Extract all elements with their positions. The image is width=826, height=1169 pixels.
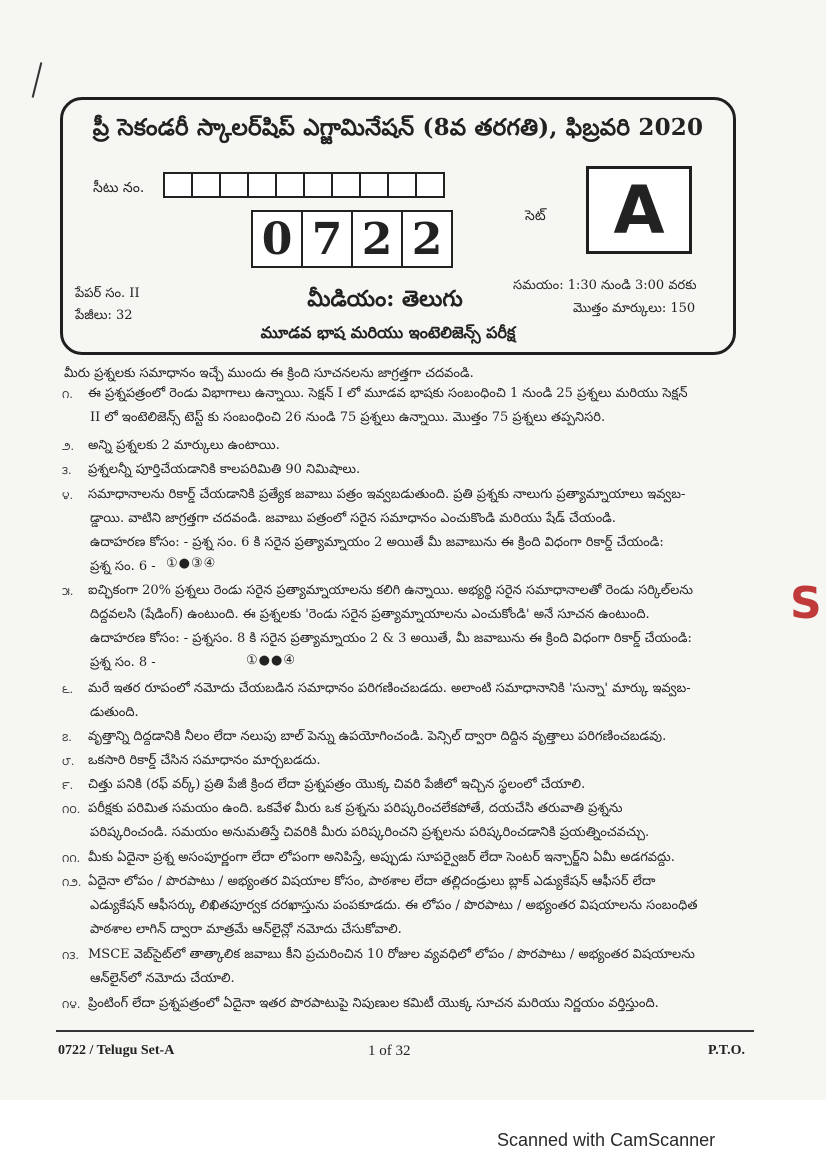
instruction-number: ౪. bbox=[62, 489, 74, 502]
instruction-number: ౧౩. bbox=[62, 949, 79, 962]
total-marks: మొత్తం మార్కులు: 150 bbox=[573, 301, 696, 316]
instruction-number: ౭. bbox=[62, 731, 72, 744]
footer-rule bbox=[56, 1030, 754, 1032]
instruction-line: పరిష్కరించండి. సమయం అనుమతిస్తే చివరికి మీరు పరిష్కరించని ప్రశ్నలను పరిష్కరించడానికి ప్రయత్నించవచ్చు. bbox=[90, 825, 650, 840]
instruction-line: డ్డాయి. వాటిని జాగ్రత్తగా చదవండి. జవాబు పత్రంలో సరైన సమాధానం ఎంచుకొండి మరియు షేడ్ చేయండి. bbox=[90, 511, 616, 526]
instruction-line: ప్రశ్న సం. 6 - bbox=[90, 559, 156, 574]
instruction-line: పాఠశాల లాగిన్ ద్వారా మాత్రమే ఆన్‌లైన్లో నమోదు చేసుకోవాలి. bbox=[90, 922, 402, 937]
header-box bbox=[60, 97, 736, 355]
instruction-line: మీకు ఏదైనా ప్రశ్న అసంపూర్ణంగా లేదా లోపంగా అనిపిస్తే, అప్పుడు సూపర్వైజర్ లేదా సెంటర్ ఇన్చార్జ్‌ని ఏమీ అడగవద్దు. bbox=[88, 850, 675, 865]
instruction-number: ౧౦. bbox=[62, 803, 81, 816]
footer-code: 0722 / Telugu Set-A bbox=[58, 1043, 175, 1058]
instruction-line: ఉదాహరణ కోసం: - ప్రశ్న సం. 6 కి సరైన ప్రత్యామ్నాయం 2 అయితే మీ జవాబును ఈ క్రింది విధంగా రికార్డ్ చేయండి: bbox=[90, 535, 664, 550]
medium-label: మీడియం: తెలుగు bbox=[307, 286, 463, 312]
seat-number-cell[interactable] bbox=[415, 172, 445, 198]
instruction-line: ఏదైనా లోపం / పొరపాటు / అభ్యంతర విషయాల కోసం, పాఠశాల లేదా తల్లిదండ్రులు బ్లాక్ ఎడ్యుకేషన్ ఆఫీసర్ లేదా bbox=[88, 874, 656, 889]
scanner-watermark: Scanned with CamScanner bbox=[497, 1130, 716, 1150]
seat-number-cell[interactable] bbox=[303, 172, 333, 198]
instruction-line: ఐచ్ఛికంగా 20% ప్రశ్నలు రెండు సరైన ప్రత్యామ్నాయాలను కలిగి ఉన్నాయి. అభ్యర్థి సరైన సమాధానాలతో రెండు సర్కిల్‌లను bbox=[88, 583, 693, 598]
paper-code-grid bbox=[251, 210, 451, 268]
seat-number-cell[interactable] bbox=[219, 172, 249, 198]
instruction-line: ఉదాహరణ కోసం: - ప్రశ్నసం. 8 కి సరైన ప్రత్యామ్నాయం 2 & 3 అయితే, మీ జవాబును ఈ క్రింది విధంగా రికార్డ్ చేయండి: bbox=[90, 631, 692, 646]
code-digit: 2 bbox=[401, 210, 453, 268]
page-count: పేజీలు: 32 bbox=[75, 308, 133, 323]
instruction-line: చిత్తు పనికి (రఫ్ వర్క్) ప్రతి పేజీ క్రింద లేదా ప్రశ్నపత్రం యొక్క చివరి పేజీలో ఇచ్చిన స్థలంలో చేయాలి. bbox=[88, 777, 586, 792]
instruction-line: ఈ ప్రశ్నపత్రంలో రెండు విభాగాలు ఉన్నాయి. సెక్షన్ I లో మూడవ భాషకు సంబంధించి 1 నుండి 25 ప్రశ్నలు మరియు సెక్షన్ bbox=[88, 386, 688, 401]
code-digit: 0 bbox=[251, 210, 303, 268]
pen-stroke bbox=[32, 62, 43, 97]
instruction-line: పరీక్షకు పరిమిత సమయం ఉంది. ఒకవేళ మీరు ఒక ప్రశ్నను పరిష్కరించలేకపోతే, దయచేసి తరువాతి ప్రశ్నను bbox=[88, 801, 623, 816]
instructions-intro: మీరు ప్రశ్నలకు సమాధానం ఇచ్చే ముందు ఈ క్రింది సూచనలను జాగ్రత్తగా చదవండి. bbox=[64, 366, 474, 381]
seat-number-cell[interactable] bbox=[331, 172, 361, 198]
instruction-line: మరే ఇతర రూపంలో నమోదు చేయబడిన సమాధానం పరిగణించబడదు. అలాంటి సమాధానానికి 'సున్నా' మార్కు ఇవ్వబ- bbox=[88, 681, 691, 696]
seat-number-cell[interactable] bbox=[359, 172, 389, 198]
exam-title: ప్రీ సెకండరీ స్కాలర్‌షిప్ ఎగ్జామినేషన్ (8వ తరగతి), ఫిబ్రవరి 2020 bbox=[92, 114, 704, 141]
page-indicator: 1 of 32 bbox=[368, 1043, 411, 1059]
instruction-line: వృత్తాన్ని దిద్దడానికి నీలం లేదా నలుపు బాల్ పెన్ను ఉపయోగించండి. పెన్సిల్ ద్వారా దిద్దిన వృత్తాలు పరిగణించబడవు. bbox=[88, 729, 667, 744]
seat-number-cell[interactable] bbox=[163, 172, 193, 198]
instruction-number: ౯. bbox=[62, 779, 74, 792]
seat-number-cell[interactable] bbox=[387, 172, 417, 198]
set-value-box: A bbox=[586, 166, 692, 254]
edge-letter: S bbox=[790, 578, 822, 629]
seat-number-grid bbox=[163, 172, 443, 198]
instruction-line: ప్రశ్నలన్నీ పూర్తిచేయడానికి కాలపరిమితి 90 నిమిషాలు. bbox=[88, 462, 361, 477]
instruction-number: ౮. bbox=[62, 755, 75, 768]
code-digit: 7 bbox=[301, 210, 353, 268]
pto-label: P.T.O. bbox=[708, 1043, 745, 1058]
instruction-line: సమాధానాలను రికార్డ్ చేయడానికి ప్రత్యేక జవాబు పత్రం ఇవ్వబడుతుంది. ప్రతి ప్రశ్నకు నాలుగు ప్రత్యామ్నాయాలు ఇవ్వబ- bbox=[88, 487, 686, 502]
instruction-line: ప్రింటింగ్ లేదా ప్రశ్నపత్రంలో ఏదైనా ఇతర పొరపాటుపై నిపుణుల కమిటీ యొక్క సూచన మరియు నిర్ణయం వర్తిస్తుంది. bbox=[88, 996, 659, 1011]
instruction-line: ఆన్‌లైన్‌లో నమోదు చేయాలి. bbox=[90, 971, 235, 986]
instruction-number: ౨. bbox=[62, 440, 74, 453]
seat-number-cell[interactable] bbox=[275, 172, 305, 198]
instruction-number: ౧౨. bbox=[62, 876, 82, 889]
instruction-line: ఎడ్యుకేషన్ ఆఫీసర్కు లిఖితపూర్వక దరఖాస్తును పంపకూడదు. ఈ లోపం / పొరపాటు / అభ్యంతర విషయాలను సంబంధిత bbox=[90, 898, 698, 913]
instruction-line: ఒకసారి రికార్డ్ చేసిన సమాధానం మార్చబడదు. bbox=[88, 753, 321, 768]
instruction-line: MSCE వెబ్‌సైట్‌లో తాత్కాలిక జవాబు కీని ప్రచురించిన 10 రోజుల వ్యవధిలో లోపం / పొరపాటు / అభ్యంతర విషయాలను bbox=[88, 947, 695, 962]
example-bubbles-q6: ①●③④ bbox=[166, 556, 217, 571]
instruction-line: డుతుంది. bbox=[90, 705, 139, 720]
instruction-number: ౧. bbox=[62, 388, 73, 401]
instruction-line: దిద్దవలసి (షేడింగ్) ఉంటుంది. ఈ ప్రశ్నలకు 'రెండు సరైన ప్రత్యామ్నాయాలను ఎంచుకోండి' అనే సూచన ఉంటుంది. bbox=[90, 607, 650, 622]
paper-number: పేపర్ సం. II bbox=[75, 286, 140, 301]
instruction-number: ౩. bbox=[62, 464, 72, 477]
instruction-line: II లో ఇంటెలిజెన్స్ టెస్ట్ కు సంబంధించి 26 నుండి 75 ప్రశ్నలు ఉన్నాయి. మొత్తం 75 ప్రశ్నలు తప్పనిసరి. bbox=[90, 410, 606, 425]
seat-number-cell[interactable] bbox=[191, 172, 221, 198]
seat-number-cell[interactable] bbox=[247, 172, 277, 198]
set-label: సెట్ bbox=[525, 208, 546, 224]
example-bubbles-q8: ①●●④ bbox=[246, 653, 296, 668]
seat-number-label: సీటు నం. bbox=[93, 180, 145, 196]
exam-subtitle: మూడవ భాష మరియు ఇంటెలిజెన్స్ పరీక్ష bbox=[260, 323, 516, 342]
instruction-line: అన్ని ప్రశ్నలకు 2 మార్కులు ఉంటాయి. bbox=[88, 438, 280, 453]
instruction-number: ౧౪. bbox=[62, 998, 81, 1011]
time-info: సమయం: 1:30 నుండి 3:00 వరకు bbox=[513, 278, 697, 293]
instruction-number: ౬. bbox=[62, 683, 74, 696]
code-digit: 2 bbox=[351, 210, 403, 268]
instruction-number: ౧౧. bbox=[62, 852, 81, 865]
instruction-number: ౫. bbox=[62, 585, 74, 598]
instruction-line: ప్రశ్న సం. 8 - bbox=[90, 655, 156, 670]
